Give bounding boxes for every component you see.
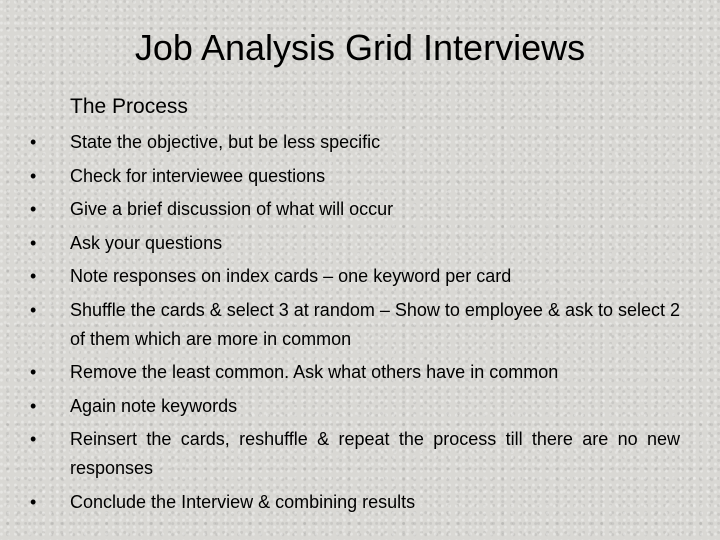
list-item bbox=[30, 392, 680, 421]
list-item bbox=[30, 195, 680, 224]
list-item bbox=[30, 128, 680, 157]
list-item-text: Remove the least common. Ask what others have in common bbox=[70, 362, 559, 382]
list-item-text: Conclude the Interview & combining results bbox=[70, 491, 416, 512]
slide-subtitle: The Process bbox=[70, 95, 188, 118]
list-item bbox=[30, 488, 680, 517]
bullet-icon: • bbox=[30, 199, 37, 219]
list-item bbox=[30, 229, 680, 258]
list-item-text: Ask your questions bbox=[70, 232, 223, 253]
bullet-icon: • bbox=[30, 132, 37, 152]
bullet-list bbox=[30, 128, 680, 521]
bullet-icon: • bbox=[30, 299, 37, 320]
slide-title: Job Analysis Grid Interviews bbox=[134, 27, 586, 68]
list-item bbox=[30, 296, 680, 354]
list-item-text: Give a brief discussion of what will occur bbox=[70, 199, 394, 219]
list-item-text: State the objective, but be less specific bbox=[70, 132, 381, 152]
list-item bbox=[30, 425, 680, 483]
list-item-text: Shuffle the cards & select 3 at random – Show to employee & ask to select 2 of them which are more in common bbox=[70, 299, 681, 349]
bullet-icon: • bbox=[30, 362, 37, 382]
bullet-icon: • bbox=[30, 165, 37, 186]
list-item-text: Note responses on index cards – one keyword per card bbox=[70, 266, 512, 286]
list-item bbox=[30, 162, 680, 191]
bullet-icon: • bbox=[30, 429, 37, 449]
list-item bbox=[30, 358, 680, 387]
list-item-text: Check for interviewee questions bbox=[70, 165, 326, 186]
list-item bbox=[30, 262, 680, 291]
bullet-icon: • bbox=[30, 491, 37, 512]
list-item-text: Again note keywords bbox=[70, 395, 238, 416]
bullet-icon: • bbox=[30, 266, 37, 286]
bullet-icon: • bbox=[30, 395, 37, 416]
list-item-text: Reinsert the cards, reshuffle & repeat the process till there are no new responses bbox=[70, 429, 680, 478]
bullet-icon: • bbox=[30, 232, 37, 253]
